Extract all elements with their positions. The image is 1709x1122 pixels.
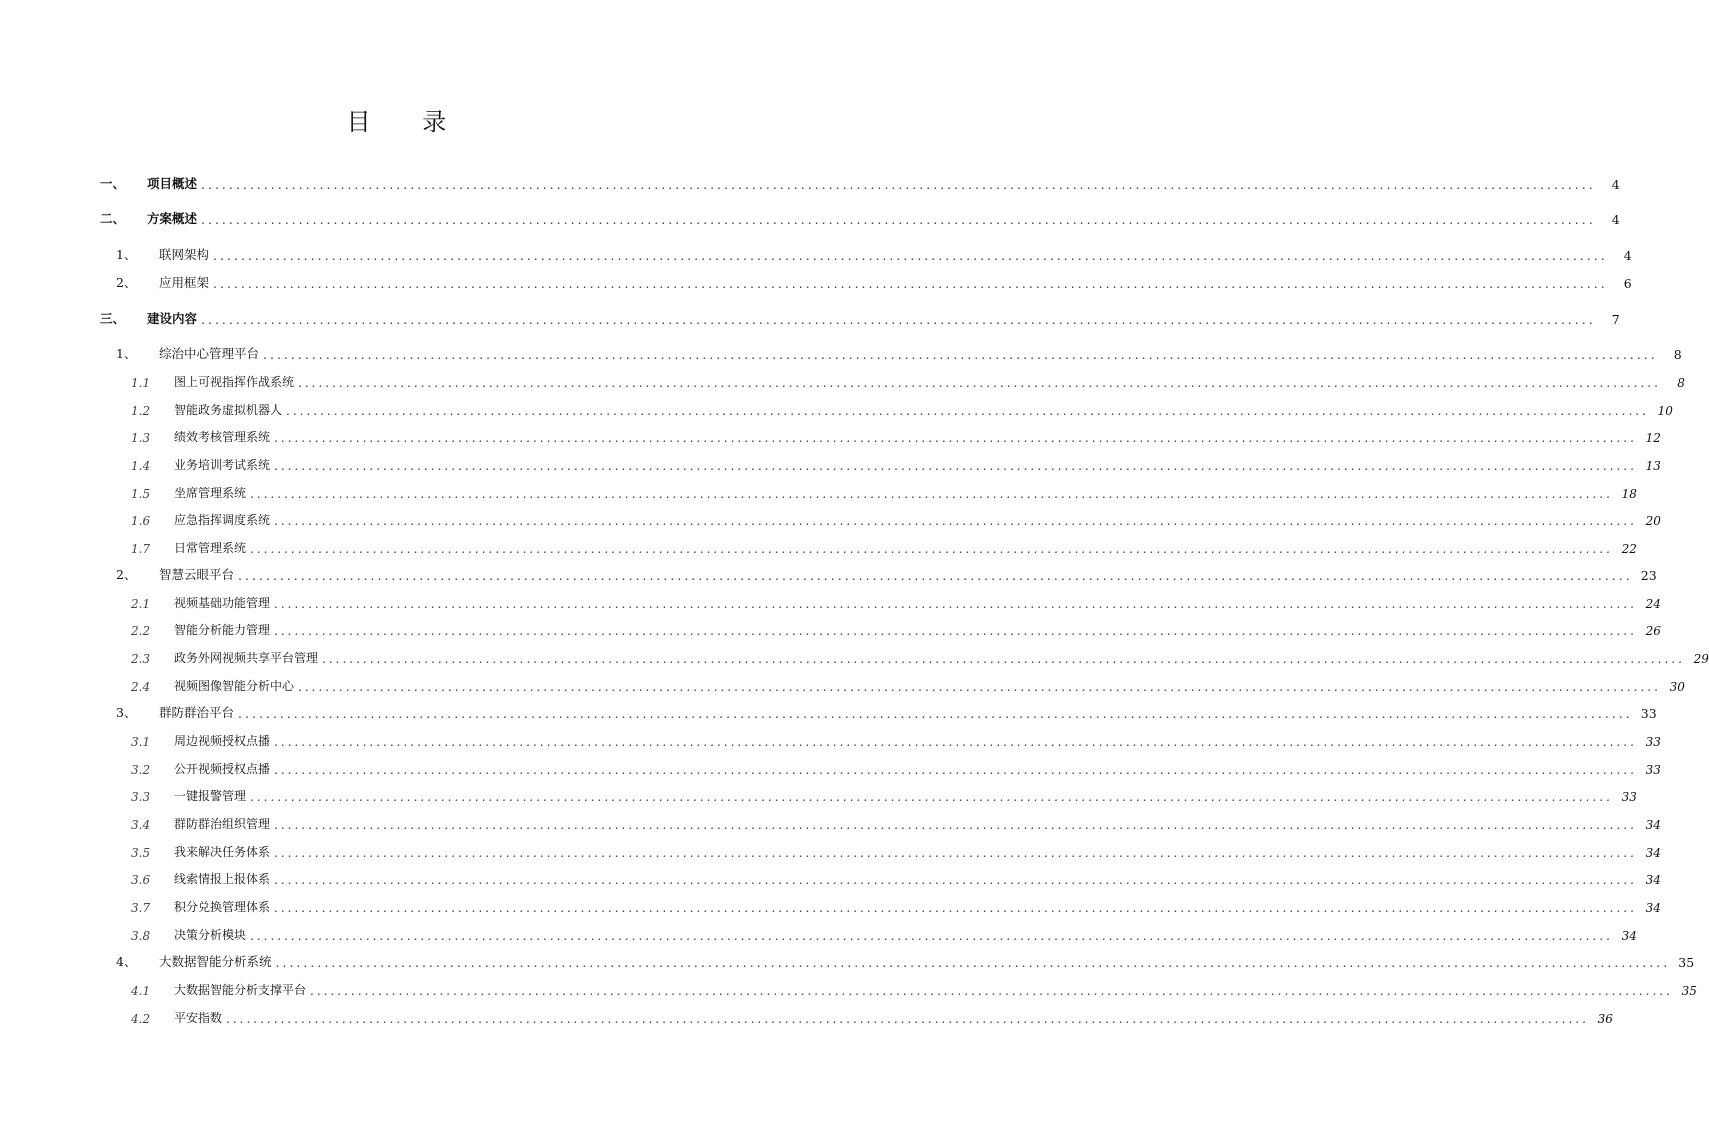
toc-entry[interactable] [100, 243, 1632, 263]
toc-leader-dots: ........................................................................................................................................................................................................ [274, 901, 1637, 915]
toc-entry-number: 3.7 [131, 901, 151, 915]
toc-entry-title: 智慧云眼平台 [159, 567, 235, 582]
toc-entry[interactable] [100, 618, 1661, 638]
toc-entry-page-number: 34 [1645, 873, 1661, 887]
toc-entry-number: 3.2 [131, 763, 151, 777]
toc-entry[interactable] [100, 172, 1620, 192]
toc-entry[interactable] [100, 729, 1661, 749]
toc-entry[interactable] [100, 784, 1637, 804]
toc-leader-dots: ........................................................................................................................................................................................................ [275, 955, 1671, 970]
toc-entry-title: 方案概述 [147, 211, 198, 226]
toc-entry[interactable] [100, 508, 1661, 528]
toc-entry-number: 1.4 [131, 459, 151, 473]
toc-entry-page-number: 35 [1678, 955, 1695, 970]
toc-leader-dots: ........................................................................................................................................................................................................ [274, 624, 1637, 638]
toc-entry[interactable] [100, 563, 1657, 583]
toc-leader-dots: ........................................................................................................................................................................................................ [250, 929, 1613, 943]
toc-leader-dots: ........................................................................................................................................................................................................ [213, 276, 1608, 291]
toc-entry-title: 建设内容 [147, 311, 198, 326]
toc-entry-number: 3、 [116, 705, 137, 720]
toc-leader-dots: ........................................................................................................................................................................................................ [213, 248, 1608, 263]
toc-entry-page-number: 4 [1623, 248, 1632, 263]
toc-leader-dots: ........................................................................................................................................................................................................ [274, 597, 1637, 611]
toc-entry-title: 坐席管理系统 [174, 486, 247, 500]
toc-entry-page-number: 12 [1645, 431, 1661, 445]
toc-entry-page-number: 34 [1621, 929, 1637, 943]
toc-entry[interactable] [100, 867, 1661, 887]
toc-entry-number: 2.4 [131, 680, 151, 694]
toc-entry-number: 3.6 [131, 873, 151, 887]
toc-entry-page-number: 29 [1693, 652, 1709, 666]
page-title: 目 录 [346, 108, 469, 136]
toc-entry-number: 二、 [100, 211, 126, 226]
toc-entry[interactable] [100, 923, 1637, 943]
toc-entry-title: 绩效考核管理系统 [174, 430, 271, 444]
toc-entry[interactable] [100, 453, 1661, 473]
toc-entry[interactable] [100, 307, 1620, 327]
toc-entry-number: 4、 [116, 954, 137, 969]
toc-entry[interactable] [100, 370, 1685, 390]
toc-entry-title: 周边视频授权点播 [174, 734, 271, 748]
toc-entry[interactable] [100, 1006, 1613, 1026]
toc-entry-number: 1.3 [131, 431, 151, 445]
toc-entry-title: 线索情报上报体系 [174, 872, 271, 886]
toc-entry-page-number: 36 [1597, 1012, 1613, 1026]
toc-entry-page-number: 4 [1611, 177, 1620, 192]
toc-leader-dots: ........................................................................................................................................................................................................ [298, 376, 1661, 390]
toc-entry-number: 1、 [116, 247, 137, 262]
toc-entry-title: 应用框架 [159, 275, 210, 290]
toc-entry-page-number: 8 [1673, 347, 1682, 362]
toc-leader-dots: ........................................................................................................................................................................................................ [250, 790, 1613, 804]
toc-leader-dots: ........................................................................................................................................................................................................ [250, 542, 1613, 556]
toc-entry-title: 智能政务虚拟机器人 [174, 403, 283, 417]
toc-leader-dots: ........................................................................................................................................................................................................ [238, 706, 1633, 721]
toc-entry[interactable] [100, 701, 1657, 721]
toc-entry-title: 大数据智能分析系统 [159, 954, 272, 969]
toc-entry-title: 政务外网视频共享平台管理 [174, 651, 319, 665]
toc-entry-page-number: 24 [1645, 597, 1661, 611]
toc-entry-number: 2.3 [131, 652, 151, 666]
toc-entry[interactable] [100, 536, 1637, 556]
toc-leader-dots: ........................................................................................................................................................................................................ [201, 212, 1596, 227]
toc-entry-title: 平安指数 [174, 1011, 223, 1025]
toc-entry-page-number: 23 [1640, 568, 1657, 583]
toc-entry-page-number: 7 [1611, 312, 1620, 327]
toc-entry-number: 1.1 [131, 376, 151, 390]
toc-entry-page-number: 8 [1677, 376, 1685, 390]
toc-entry-page-number: 33 [1621, 790, 1637, 804]
toc-leader-dots: ........................................................................................................................................................................................................ [201, 312, 1596, 327]
toc-entry-page-number: 13 [1645, 459, 1661, 473]
toc-entry-page-number: 34 [1645, 818, 1661, 832]
toc-leader-dots: ........................................................................................................................................................................................................ [286, 404, 1649, 418]
toc-entry-number: 1、 [116, 346, 137, 361]
toc-entry-title: 大数据智能分析支撑平台 [174, 983, 307, 997]
toc-entry-title: 群防群治组织管理 [174, 817, 271, 831]
toc-entry-page-number: 18 [1621, 487, 1637, 501]
toc-entry-page-number: 26 [1645, 624, 1661, 638]
toc-entry[interactable] [100, 978, 1697, 998]
toc-leader-dots: ........................................................................................................................................................................................................ [238, 568, 1633, 583]
toc-leader-dots: ........................................................................................................................................................................................................ [274, 818, 1637, 832]
toc-entry-number: 1.2 [131, 404, 151, 418]
toc-entry[interactable] [100, 591, 1661, 611]
toc-entry-number: 一、 [100, 176, 126, 191]
toc-entry-title: 项目概述 [147, 176, 198, 191]
toc-leader-dots: ........................................................................................................................................................................................................ [263, 347, 1658, 362]
toc-entry-title: 联网架构 [159, 247, 210, 262]
toc-entry-title: 视频基础功能管理 [174, 596, 271, 610]
toc-entry-page-number: 4 [1611, 212, 1620, 227]
toc-entry[interactable] [100, 271, 1632, 291]
toc-entry-title: 决策分析模块 [174, 928, 247, 942]
toc-entry-title: 公开视频授权点播 [174, 762, 271, 776]
toc-entry-title: 图上可视指挥作战系统 [174, 375, 295, 389]
toc-entry-title: 日常管理系统 [174, 541, 247, 555]
toc-entry-title: 智能分析能力管理 [174, 623, 271, 637]
toc-entry-page-number: 10 [1657, 404, 1673, 418]
toc-entry[interactable] [100, 646, 1709, 666]
toc-entry-title: 综治中心管理平台 [159, 346, 260, 361]
toc-entry-page-number: 34 [1645, 846, 1661, 860]
toc-entry-number: 2、 [116, 567, 137, 582]
toc-leader-dots: ........................................................................................................................................................................................................ [310, 984, 1673, 998]
toc-entry-page-number: 34 [1645, 901, 1661, 915]
toc-entry-number: 3.1 [131, 735, 151, 749]
toc-entry-page-number: 20 [1645, 514, 1661, 528]
toc-leader-dots: ........................................................................................................................................................................................................ [274, 763, 1637, 777]
toc-entry[interactable] [100, 895, 1661, 915]
toc-leader-dots: ........................................................................................................................................................................................................ [298, 680, 1661, 694]
toc-leader-dots: ........................................................................................................................................................................................................ [322, 652, 1685, 666]
toc-entry-number: 2.2 [131, 624, 151, 638]
toc-entry-page-number: 33 [1645, 735, 1661, 749]
toc-leader-dots: ........................................................................................................................................................................................................ [274, 431, 1637, 445]
toc-leader-dots: ........................................................................................................................................................................................................ [274, 846, 1637, 860]
toc-entry-title: 一键报警管理 [174, 789, 247, 803]
toc-entry-number: 1.7 [131, 542, 151, 556]
toc-entry-number: 2.1 [131, 597, 151, 611]
toc-entry-title: 积分兑换管理体系 [174, 900, 271, 914]
toc-leader-dots: ........................................................................................................................................................................................................ [274, 735, 1637, 749]
toc-entry-number: 3.3 [131, 790, 151, 804]
toc-entry-number: 1.5 [131, 487, 151, 501]
toc-entry[interactable] [100, 342, 1682, 362]
toc-entry[interactable] [100, 757, 1661, 777]
toc-leader-dots: ........................................................................................................................................................................................................ [226, 1012, 1589, 1026]
toc-entry-page-number: 35 [1681, 984, 1697, 998]
toc-leader-dots: ........................................................................................................................................................................................................ [274, 514, 1637, 528]
toc-entry[interactable] [100, 840, 1661, 860]
toc-entry-number: 3.8 [131, 929, 151, 943]
toc-leader-dots: ........................................................................................................................................................................................................ [274, 459, 1637, 473]
toc-entry-title: 群防群治平台 [159, 705, 235, 720]
toc-leader-dots: ........................................................................................................................................................................................................ [274, 873, 1637, 887]
toc-entry[interactable] [100, 207, 1620, 227]
toc-entry-number: 4.2 [131, 1012, 151, 1026]
toc-entry-page-number: 30 [1669, 680, 1685, 694]
toc-entry-number: 1.6 [131, 514, 151, 528]
toc-entry-title: 我来解决任务体系 [174, 845, 271, 859]
toc-entry-page-number: 33 [1645, 763, 1661, 777]
toc-entry-number: 4.1 [131, 984, 151, 998]
toc-leader-dots: ........................................................................................................................................................................................................ [201, 177, 1596, 192]
toc-entry-number: 三、 [100, 311, 126, 326]
toc-entry[interactable] [100, 950, 1695, 970]
toc-entry[interactable] [100, 674, 1685, 694]
toc-entry-page-number: 22 [1621, 542, 1637, 556]
toc-entry-number: 3.5 [131, 846, 151, 860]
toc-entry-title: 业务培训考试系统 [174, 458, 271, 472]
toc-entry-title: 应急指挥调度系统 [174, 513, 271, 527]
toc-entry-number: 3.4 [131, 818, 151, 832]
toc-entry-page-number: 33 [1640, 706, 1657, 721]
toc-entry[interactable] [100, 398, 1673, 418]
toc-leader-dots: ........................................................................................................................................................................................................ [250, 487, 1613, 501]
toc-entry-title: 视频图像智能分析中心 [174, 679, 295, 693]
toc-entry[interactable] [100, 481, 1637, 501]
toc-entry-page-number: 6 [1623, 276, 1632, 291]
toc-entry[interactable] [100, 812, 1661, 832]
toc-entry[interactable] [100, 425, 1661, 445]
toc-entry-number: 2、 [116, 275, 137, 290]
